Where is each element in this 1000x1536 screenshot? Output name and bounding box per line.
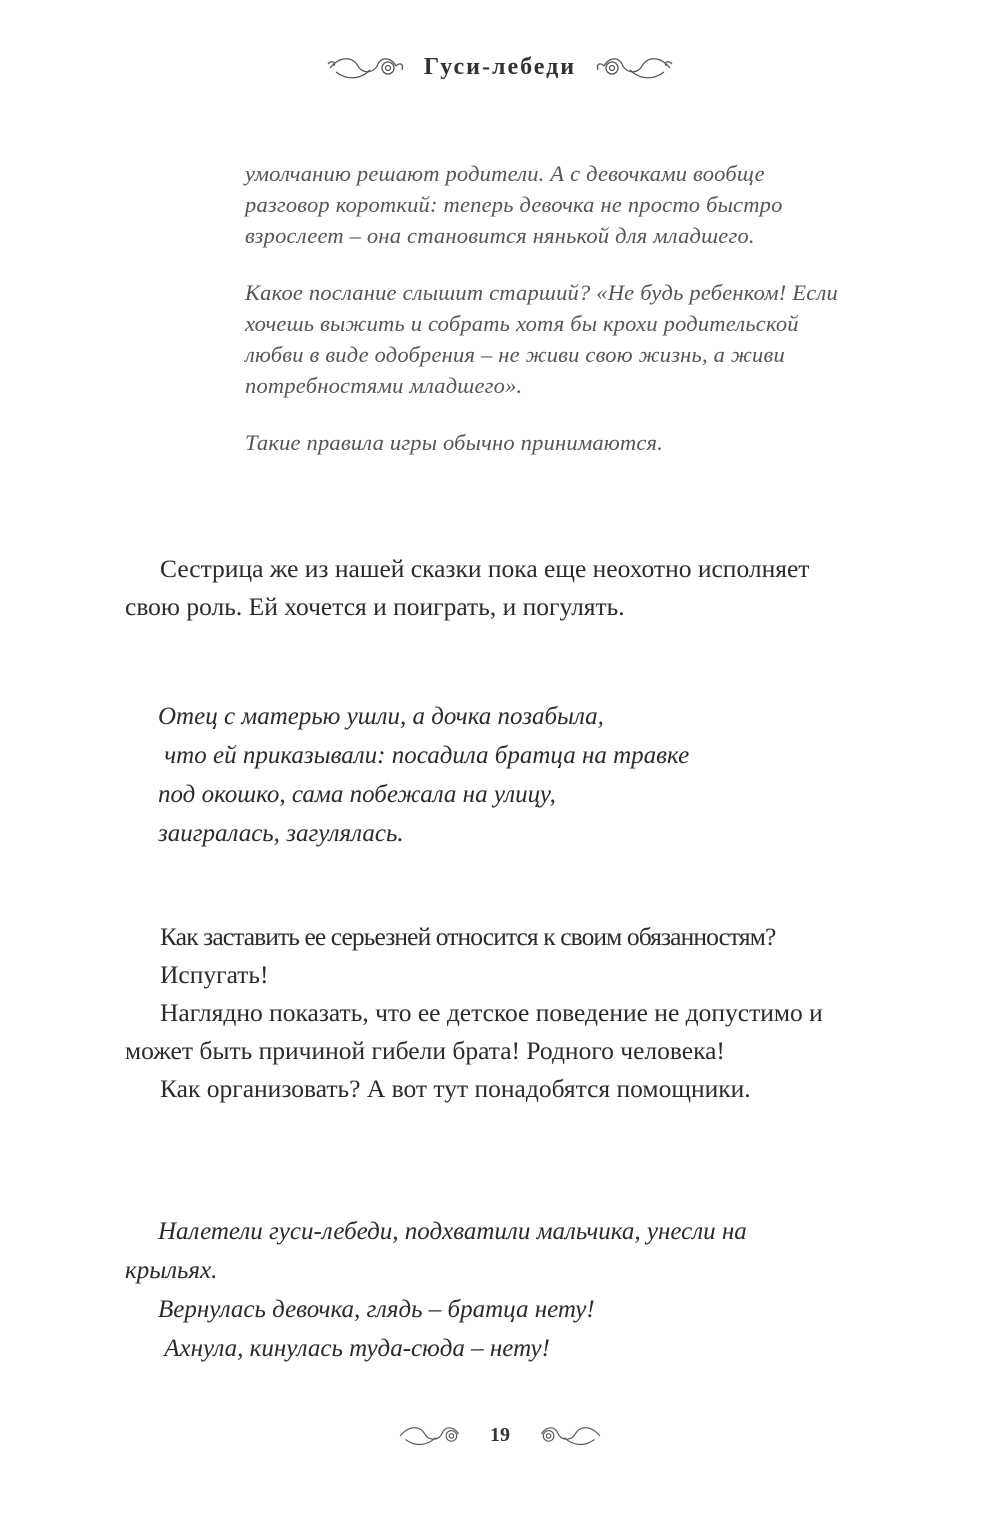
quote-line: Ахнула, кинулась туда-сюда – нету! <box>158 1335 550 1362</box>
quote-line: заигралась, загулялась. <box>158 820 404 847</box>
body-paragraph-1 <box>125 550 835 626</box>
body-line: Наглядно показать, что ее детское поведение не допустимо и может быть причиной гибели брата! Родного человека! <box>125 998 823 1065</box>
tale-quote-1 <box>158 697 848 853</box>
quote-line: под окошко, сама побежала на улицу, <box>158 781 556 808</box>
flourish-left-icon <box>392 1420 472 1450</box>
tale-quote-2 <box>125 1212 840 1368</box>
flourish-right-icon <box>528 1420 608 1450</box>
flourish-left-icon <box>326 50 406 84</box>
body-line: Испугать! <box>160 960 269 989</box>
commentary-paragraph: умолчанию решают родители. А с девочками вообще разговор короткий: теперь девочка не просто быстро взрослеет – она становится нянькой для младшего. <box>245 161 783 248</box>
running-header <box>0 50 1000 84</box>
quote-line: Отец с матерью ушли, а дочка позабыла, <box>158 703 604 730</box>
page-number: 19 <box>490 1423 510 1446</box>
page-footer <box>0 1420 1000 1450</box>
body-text: Сестрица же из нашей сказки пока еще неохотно исполняет свою роль. Ей хочется и поиграть, и погулять. <box>125 554 810 621</box>
body-line: Как заставить ее серьезней относится к своим обязанностям? <box>160 922 776 951</box>
commentary-paragraph: Такие правила игры обычно принимаются. <box>245 430 664 455</box>
quote-line: Вернулась девочка, глядь – братца нету! <box>158 1296 595 1323</box>
commentary-paragraph: Какое послание слышит старший? «Не будь ребенком! Если хочешь выжить и собрать хотя бы крохи родительской любви в виде одобрения – не живи свою жизнь, а живи потребностями младшего». <box>245 280 838 398</box>
body-paragraph-2 <box>125 918 835 1108</box>
body-line: Как организовать? А вот тут понадобятся помощники. <box>160 1074 751 1103</box>
flourish-right-icon <box>594 50 674 84</box>
quote-line: что ей приказывали: посадила братца на травке <box>158 742 690 769</box>
commentary-block <box>245 158 840 484</box>
running-title: Гуси-лебеди <box>423 53 577 80</box>
quote-line: Налетели гуси-лебеди, подхватили мальчика, унесли на крыльях. <box>125 1218 747 1284</box>
